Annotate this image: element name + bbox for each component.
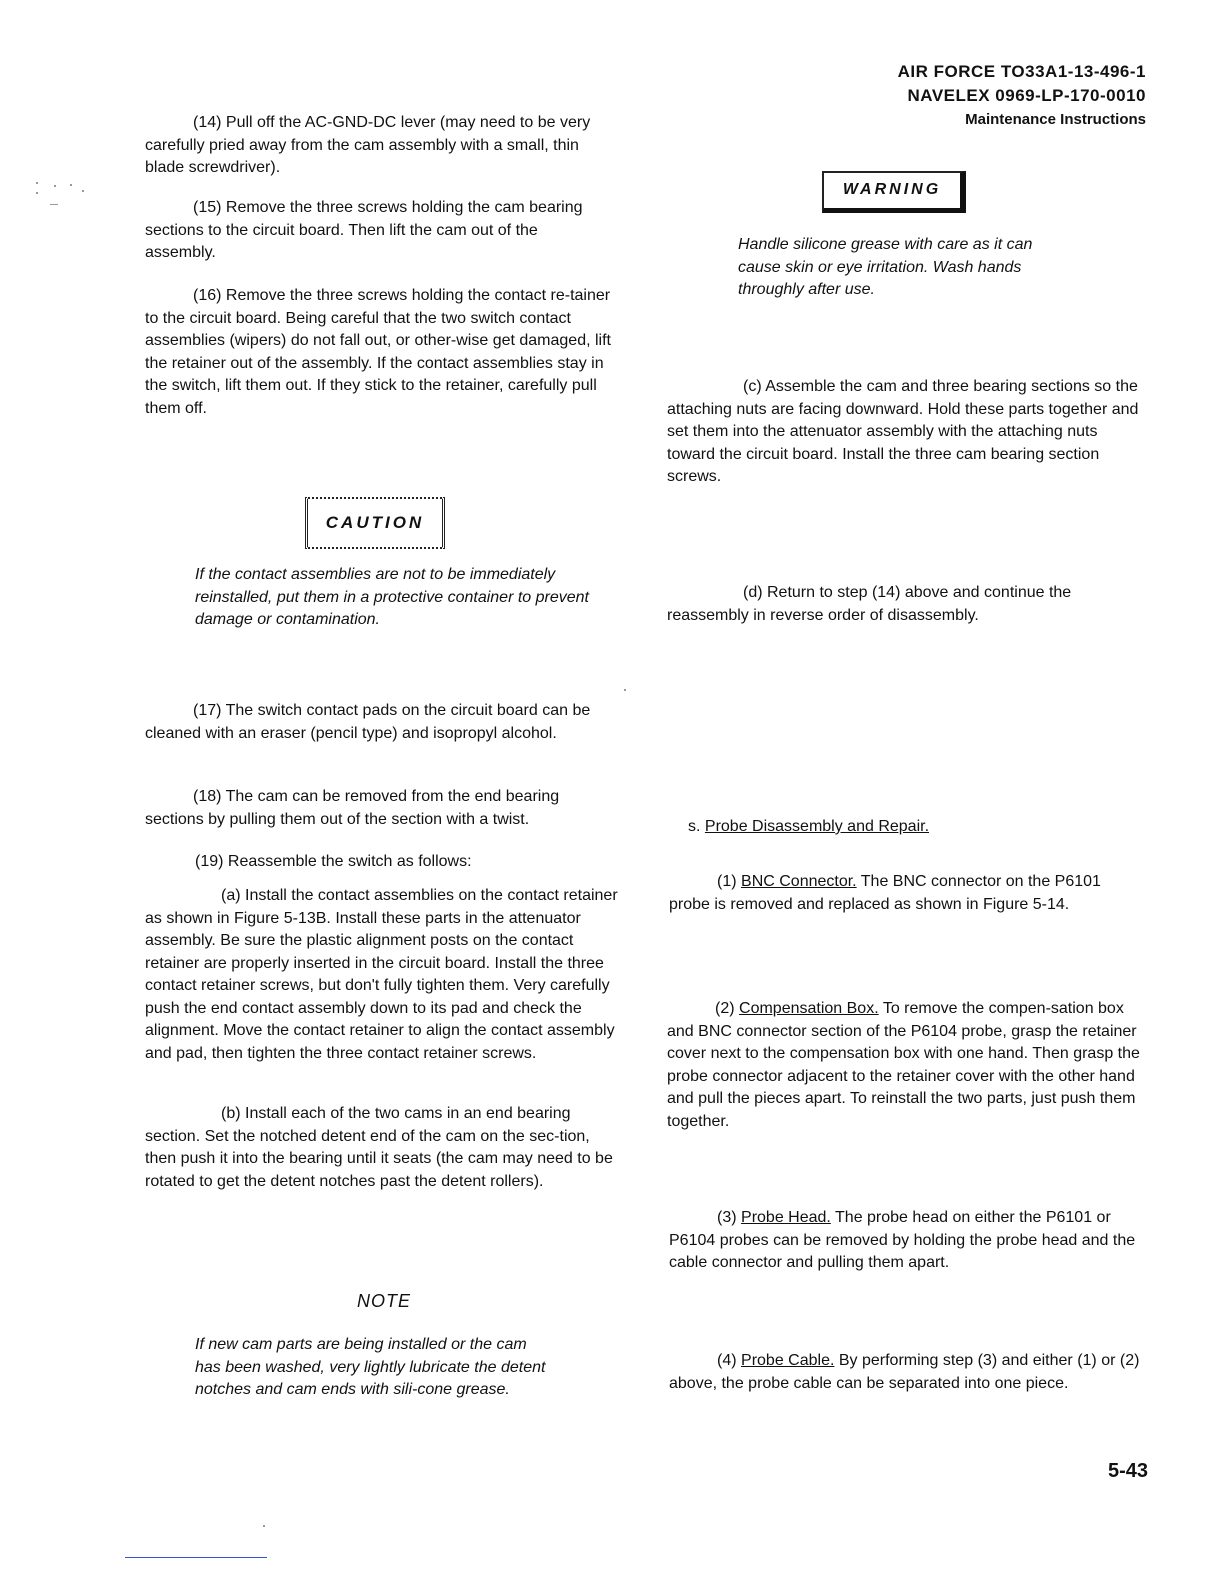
probe-step-3-title: Probe Head. (741, 1209, 831, 1226)
probe-step-2-text: To remove the compen-sation box and BNC connector section of the P6104 probe, grasp the retainer cover next to the compensation box with one hand. Then grasp the probe connector adjacent to the retainer cover with the other hand and pull the pieces apart. To reinstall the two parts, just push them together. (667, 1000, 1140, 1130)
document-header (898, 60, 1146, 132)
section-s-title: Probe Disassembly and Repair. (704, 818, 930, 835)
probe-step-4-text: By performing step (3) and either (1) or (2) above, the probe cable can be separated into one piece. (669, 1352, 1140, 1392)
step-19-d: (d) Return to step (14) above and continue the reassembly in reverse order of disassembly. (667, 584, 1072, 624)
step-19-c: (c) Assemble the cam and three bearing sections so the attaching nuts are facing downward. Hold these parts together and set them into the attenuator assembly with the attaching nuts toward the circuit board. Install the three cam bearing section screws. (667, 378, 1139, 485)
scan-speck (82, 190, 84, 192)
probe-step-3-number: (3) (717, 1209, 737, 1226)
scan-speck (624, 689, 626, 691)
probe-step-3-text: The probe head on either the P6101 or P6104 probes can be removed by holding the probe head and the cable connector and pulling them apart. (669, 1209, 1136, 1271)
header-navelex-id: NAVELEX 0969-LP-170-0010 (907, 86, 1146, 105)
note-text: If new cam parts are being installed or the cam has been washed, very lightly lubricate the detent notches and cam ends with sili-cone grease. (195, 1336, 546, 1398)
step-18: (18) The cam can be removed from the end bearing sections by pulling them out of the section with a twist. (145, 788, 560, 828)
probe-step-3 (669, 1207, 1153, 1275)
probe-step-4-number: (4) (717, 1352, 737, 1369)
step-16: (16) Remove the three screws holding the contact re-tainer to the circuit board. Being careful that the two switch contact assemblies (wipers) do not fall out, or other-wise get damaged, lift the retainer out of the assembly. If the contact assemblies stay in the switch, lift them out. If they stick to the retainer, carefully pull them off. (145, 287, 611, 417)
scan-speck (70, 184, 72, 186)
footer-rule (125, 1557, 267, 1558)
probe-step-2-number: (2) (715, 1000, 735, 1017)
header-section-title: Maintenance Instructions (965, 111, 1146, 128)
scan-speck (263, 1525, 265, 1527)
probe-step-2 (667, 998, 1151, 1133)
probe-step-1-text: The BNC connector on the P6101 probe is removed and replaced as shown in Figure 5-14. (669, 873, 1101, 913)
probe-step-4 (669, 1350, 1145, 1395)
probe-step-4-title: Probe Cable. (741, 1352, 835, 1369)
header-air-force-id: AIR FORCE TO33A1-13-496-1 (897, 62, 1146, 81)
probe-step-2-title: Compensation Box. (739, 1000, 879, 1017)
caution-text: If the contact assemblies are not to be immediately reinstalled, put them in a protective container to prevent damage or contamination. (195, 566, 589, 628)
step-15: (15) Remove the three screws holding the cam bearing sections to the circuit board. Then lift the cam out of the assembly. (145, 199, 583, 261)
scan-speck (50, 204, 58, 205)
section-s-heading (688, 816, 1108, 839)
step-19-a: (a) Install the contact assemblies on the contact retainer as shown in Figure 5-13B. Install these parts in the attenuator assembly. Be sure the plastic alignment posts on the contact retainer are properly inserted in the circuit board. Install the three contact retainer screws, but don't fully tighten them. Very carefully push the end contact assembly down to its pad and check the alignment. Move the contact retainer to align the contact assembly and pad, then tighten the three contact retainer screws. (145, 887, 618, 1062)
step-19-b: (b) Install each of the two cams in an end bearing section. Set the notched detent end of the cam on the sec-tion, then push it into the bearing until it seats (the cam may need to be rotated to get the detent notches past the detent rollers). (145, 1105, 613, 1190)
caution-badge: CAUTION (305, 497, 445, 549)
scan-speck (36, 182, 38, 184)
step-19: (19) Reassemble the switch as follows: (195, 853, 472, 870)
step-17: (17) The switch contact pads on the circuit board can be cleaned with an eraser (pencil type) and isopropyl alcohol. (145, 702, 591, 742)
page-number: 5-43 (1108, 1460, 1149, 1482)
scan-speck (54, 185, 56, 187)
probe-step-1-number: (1) (717, 873, 737, 890)
section-s-letter: s. (688, 818, 701, 835)
scan-speck (36, 192, 38, 194)
probe-step-1-title: BNC Connector. (741, 873, 857, 890)
warning-badge: WARNING (822, 171, 966, 213)
note-title: NOTE (357, 1291, 412, 1311)
step-14: (14) Pull off the AC-GND-DC lever (may need to be very carefully pried away from the cam assembly with a small, thin blade screwdriver). (145, 114, 591, 176)
probe-step-1 (669, 871, 1109, 916)
warning-text: Handle silicone grease with care as it can cause skin or eye irritation. Wash hands throughly after use. (738, 236, 1033, 298)
